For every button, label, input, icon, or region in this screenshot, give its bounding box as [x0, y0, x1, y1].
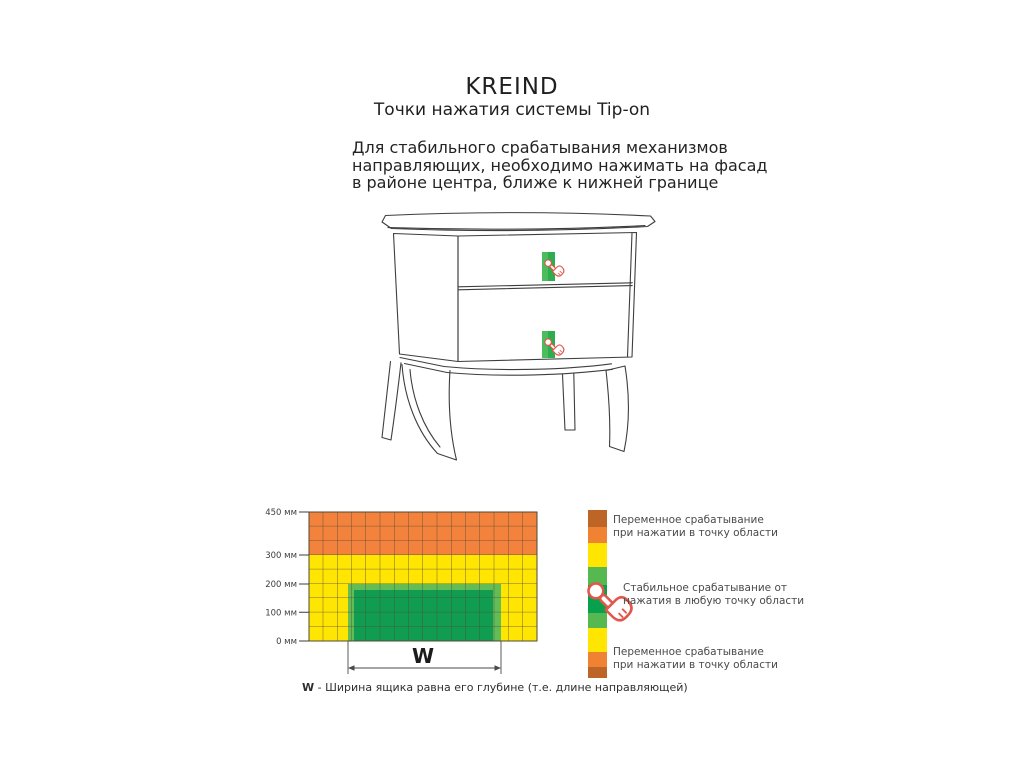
width-symbol: W [411, 644, 435, 668]
cabinet-top [382, 213, 655, 231]
press-zone-chart [260, 500, 570, 700]
axis-tick-100: 100 мм [265, 608, 297, 619]
axis-tick-300: 300 мм [265, 551, 297, 561]
axis-tick-0: 0 мм [276, 637, 297, 647]
cabinet-side-panel [394, 234, 459, 362]
legend-item-stable: Стабильное срабатывание от нажатия в любую точку области [623, 582, 805, 607]
intro-line: Для стабильного срабатывания механизмов [352, 138, 728, 157]
cabinet-leg [606, 366, 628, 452]
cabinet-line-art [382, 213, 655, 460]
brand-title: KREIND [465, 74, 559, 100]
legend-strip-segment [588, 527, 607, 543]
drawer-divider [458, 283, 632, 290]
axis-tick-200: 200 мм [265, 580, 297, 590]
press-point-bottom-drawer [542, 331, 566, 358]
footnote-symbol: W [302, 681, 315, 694]
legend-item-variable-bottom: Переменное срабатывание при нажатии в точку области [613, 646, 778, 671]
cabinet-leg [402, 365, 457, 461]
cabinet-leg [563, 374, 576, 431]
legend-strip-segment [588, 543, 607, 567]
legend-item-variable-top: Переменное срабатывание при нажатии в точку области [613, 514, 778, 539]
footnote-text: - Ширина ящика равна его глубине (т.е. длине направляющей) [314, 681, 688, 694]
legend-strip-segment [588, 652, 607, 667]
press-point-top-drawer [542, 252, 566, 281]
intro-line: в районе центра, ближе к нижней границе [352, 173, 719, 192]
cabinet-illustration [368, 205, 660, 471]
legend-strip-segment [588, 667, 607, 678]
chart-footnote [302, 681, 688, 694]
intro-line: направляющих, необходимо нажимать на фасад [352, 155, 768, 175]
page-subtitle: Точки нажатия системы Tip-on [373, 100, 651, 120]
legend-strip-segment [588, 510, 607, 527]
axis-tick-450: 450 мм [265, 508, 297, 518]
cabinet-leg [382, 362, 401, 441]
intro-paragraph [352, 139, 767, 192]
